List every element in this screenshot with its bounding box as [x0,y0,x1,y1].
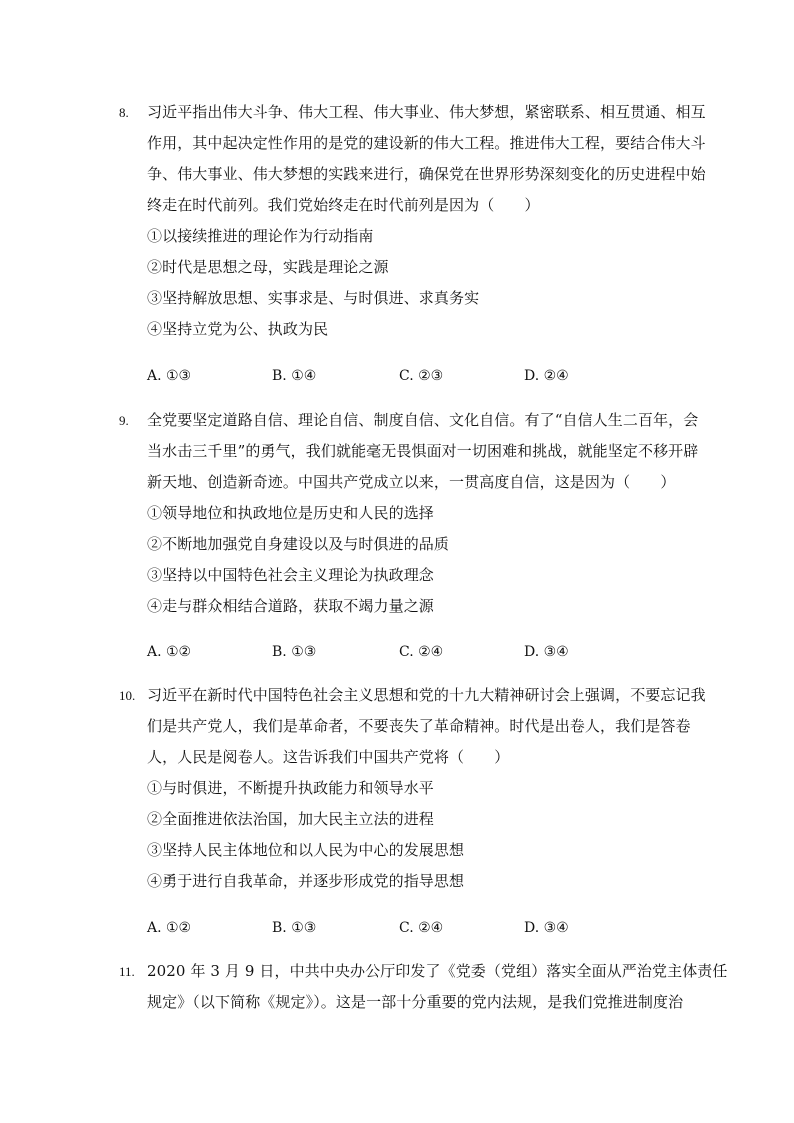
question-text-line: 2020 年 3 月 9 日，中共中央办公厅印发了《党委（党组）落实全面从严治党主体责任 [147,962,728,980]
option-d[interactable]: D. ③④ [524,644,569,660]
question-text-line: 作用，其中起决定性作用的是党的建设新的伟大工程。推进伟大工程，要结合伟大斗 [147,134,706,152]
option-c[interactable]: C. ②③ [399,368,444,384]
statement: ④坚持立党为公、执政为民 [147,320,329,338]
statement: ④勇于进行自我革命，并逐步形成党的指导思想 [147,872,465,890]
statement: ②不断地加强党自身建设以及与时俱进的品质 [147,535,450,553]
statement: ②全面推进依法治国，加大民主立法的进程 [147,810,434,828]
option-b[interactable]: B. ①③ [272,644,317,660]
statement: ④走与群众相结合道路，获取不竭力量之源 [147,597,434,615]
option-b[interactable]: B. ①③ [272,920,317,936]
statement: ①与时俱进，不断提升执政能力和领导水平 [147,779,434,797]
question-number: 8. [119,105,129,120]
question-text-line: 新天地、创造新奇迹。中国共产党成立以来，一贯高度自信，这是因为（ ） [147,473,676,491]
statement: ①领导地位和执政地位是历史和人民的选择 [147,504,434,522]
question-text-line: 全党要坚定道路自信、理论自信、制度自信、文化自信。有了“自信人生二百年，会 [147,411,699,429]
question-number: 11. [119,964,135,979]
statement: ③坚持人民主体地位和以人民为中心的发展思想 [147,841,465,859]
option-a[interactable]: A. ①② [147,920,192,936]
option-c[interactable]: C. ②④ [399,920,444,936]
question-text-line: 规定》（以下简称《规定》）。这是一部十分重要的党内法规，是我们党推进制度治 [147,993,684,1011]
question-text-line: 们是共产党人，我们是革命者，不要丧失了革命精神。时代是出卷人，我们是答卷 [147,717,691,735]
statement: ③坚持以中国特色社会主义理论为执政理念 [147,566,434,584]
option-b[interactable]: B. ①④ [272,368,317,384]
question-text-line: 终走在时代前列。我们党始终走在时代前列是因为（ ） [147,196,540,214]
question-text-line: 习近平指出伟大斗争、伟大工程、伟大事业、伟大梦想，紧密联系、相互贯通、相互 [147,103,706,121]
option-c[interactable]: C. ②④ [399,644,444,660]
question-text-line: 人，人民是阅卷人。这告诉我们中国共产党将（ ） [147,748,510,766]
option-a[interactable]: A. ①② [147,644,192,660]
question-text-line: 习近平在新时代中国特色社会主义思想和党的十九大精神研讨会上强调，不要忘记我 [147,686,706,704]
statement: ①以接续推进的理论作为行动指南 [147,227,374,245]
question-number: 9. [119,413,129,428]
question-number: 10. [119,688,136,703]
question-text-line: 当水击三千里”的勇气，我们就能毫无畏惧面对一切困难和挑战，就能坚定不移开辟 [147,442,699,460]
option-d[interactable]: D. ③④ [524,920,569,936]
statement: ②时代是思想之母，实践是理论之源 [147,258,389,276]
option-a[interactable]: A. ①③ [147,368,192,384]
question-text-line: 争、伟大事业、伟大梦想的实践来进行，确保党在世界形势深刻变化的历史进程中始 [147,165,706,183]
option-d[interactable]: D. ②④ [524,368,569,384]
statement: ③坚持解放思想、实事求是、与时俱进、求真务实 [147,289,480,307]
